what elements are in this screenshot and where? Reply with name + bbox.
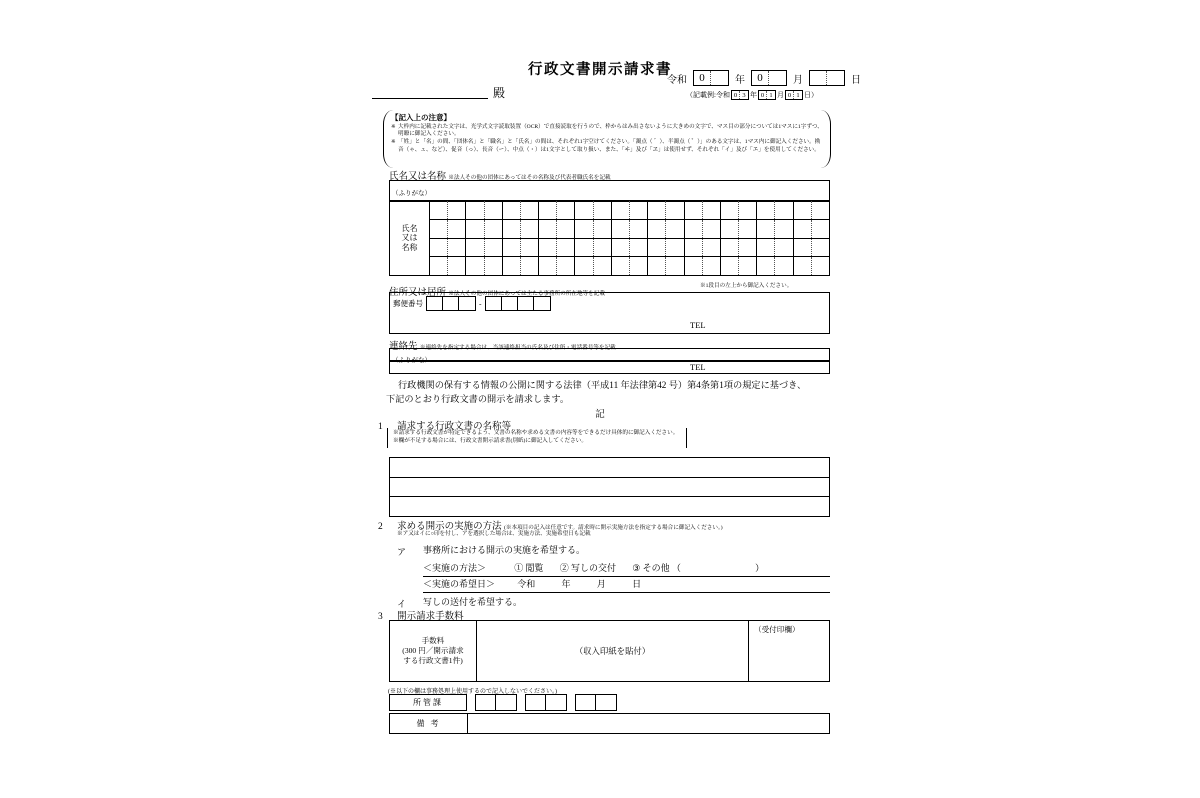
statute-line-1: 行政機関の保有する情報の公開に関する法律（平成11 年法律第42 号）第4条第1項の規定に基づき、 <box>398 380 807 390</box>
name-grid-pair[interactable] <box>648 239 684 257</box>
name-grid-cell[interactable] <box>448 220 465 238</box>
name-grid-cell[interactable] <box>812 201 829 219</box>
name-grid-cell[interactable] <box>594 220 611 238</box>
name-grid-cell[interactable] <box>466 201 484 219</box>
example-month-digit-1: 0 <box>759 91 767 99</box>
name-grid-cell[interactable] <box>430 257 448 275</box>
receipt-seal-area <box>749 621 829 681</box>
notice-item <box>391 139 824 154</box>
document-name-box[interactable] <box>389 457 830 517</box>
department-cell <box>496 695 516 710</box>
name-grid-cell[interactable] <box>812 257 829 275</box>
name-grid-cell[interactable] <box>794 239 812 257</box>
name-grid-cell[interactable] <box>630 257 647 275</box>
name-grid-pair[interactable] <box>503 201 539 219</box>
name-grid-cell[interactable] <box>666 220 683 238</box>
department-cell <box>476 695 496 710</box>
postal-cell <box>459 297 475 310</box>
section2-title: 求める開示の実施の方法 <box>397 522 502 532</box>
example-month-digit-2: 1 <box>769 92 773 99</box>
name-grid-cell[interactable] <box>539 201 557 219</box>
name-grid-cell[interactable] <box>794 257 812 275</box>
name-grid-pair[interactable] <box>648 257 684 275</box>
postal-cell <box>427 297 443 310</box>
name-grid-pair[interactable] <box>575 257 611 275</box>
name-grid-pair[interactable] <box>794 239 829 257</box>
department-cell <box>596 695 616 710</box>
contact-tel-label: TEL <box>690 362 706 372</box>
contact-furigana-label: （ふりがな） <box>392 357 431 364</box>
example-month-boxes <box>758 90 776 100</box>
contact-furigana-field[interactable] <box>389 348 830 364</box>
name-grid-pair[interactable] <box>466 257 502 275</box>
section2-number: 2 <box>378 522 383 532</box>
name-grid-cell[interactable] <box>466 239 484 257</box>
postal-cell <box>486 297 502 310</box>
document-name-row[interactable] <box>390 458 829 478</box>
option-a-line[interactable] <box>397 543 830 558</box>
postal-cell <box>502 297 518 310</box>
notice-mark: ※ <box>391 124 396 130</box>
page-title: 行政文書開示請求書 <box>528 62 672 78</box>
name-grid-cell[interactable] <box>721 201 739 219</box>
name-grid-cell[interactable] <box>430 201 448 219</box>
address-tel-label: TEL <box>690 320 706 330</box>
revenue-stamp-label: （収入印紙を貼付） <box>574 647 651 656</box>
contact-label-note: ※連絡先を指定する場合は、当該連絡担当の氏名及び住所・電話番号等を記載 <box>419 345 616 351</box>
desired-date-era: 令和 <box>517 579 536 589</box>
contact-field[interactable] <box>389 361 830 374</box>
name-grid-cell[interactable] <box>648 220 666 238</box>
statute-line-2: 下記のとおり行政文書の開示を請求します。 <box>386 394 570 405</box>
name-grid-cell[interactable] <box>685 201 703 219</box>
name-grid-pair[interactable] <box>612 201 648 219</box>
receipt-seal-label: （受付印欄） <box>754 625 800 634</box>
name-grid-cell[interactable] <box>466 257 484 275</box>
name-grid-cell[interactable] <box>539 220 557 238</box>
desired-date-year: 年 <box>561 579 571 589</box>
name-grid-cell[interactable] <box>775 257 792 275</box>
name-grid-cell[interactable] <box>721 239 739 257</box>
section3-title: 開示請求手数料 <box>397 612 464 622</box>
option-b-text: 写しの送付を希望する。 <box>423 597 523 607</box>
document-name-row[interactable] <box>390 478 829 498</box>
name-grid-pair[interactable] <box>612 257 648 275</box>
address-label-note: ※法人その他の団体にあっては主たる事務所の所在地等を記載 <box>448 291 605 297</box>
example-year-label: 年 <box>749 91 757 99</box>
name-grid-cell[interactable] <box>703 201 720 219</box>
postal-cell <box>518 297 534 310</box>
name-grid-cell[interactable] <box>666 239 683 257</box>
name-grid-pair[interactable] <box>539 220 575 238</box>
name-grid-cell[interactable] <box>485 201 502 219</box>
name-furigana-label: （ふりがな） <box>392 190 431 197</box>
name-grid-cell[interactable] <box>757 220 775 238</box>
name-grid-header <box>390 201 430 275</box>
fee-label-line-1: 手数料 <box>421 635 445 645</box>
name-grid-row[interactable] <box>430 239 829 258</box>
name-grid-pair[interactable] <box>503 239 539 257</box>
name-grid-row[interactable] <box>430 257 829 275</box>
name-grid-cell[interactable] <box>612 201 630 219</box>
name-grid-pair[interactable] <box>757 257 793 275</box>
name-grid-cell[interactable] <box>775 239 792 257</box>
notice-title: 【記入上の注意】 <box>391 113 451 122</box>
department-code-group[interactable] <box>525 694 567 711</box>
section2-title-note: (※本項目の記入は任意です。請求時に開示実施方法を指定する場合に御記入ください。) <box>504 525 723 531</box>
name-grid-cell[interactable] <box>539 257 557 275</box>
contact-label-text: 連絡先 <box>389 342 418 352</box>
postal-code-group[interactable] <box>393 296 551 311</box>
addressee-input[interactable] <box>372 84 488 99</box>
postal-first-boxes[interactable] <box>426 296 476 311</box>
name-grid-cell[interactable] <box>575 201 593 219</box>
name-grid-pair[interactable] <box>539 201 575 219</box>
name-grid-cell[interactable] <box>503 257 521 275</box>
name-grid-cell[interactable] <box>448 201 465 219</box>
name-grid-pair[interactable] <box>575 239 611 257</box>
desired-date-label: ＜実施の希望日＞ <box>423 579 496 589</box>
name-grid-cell[interactable] <box>575 239 593 257</box>
name-fill-hint: ※1段目の左上から御記入ください。 <box>700 283 793 289</box>
method-option-3[interactable]: ③ その他 （ <box>632 563 681 573</box>
name-grid-cell[interactable] <box>812 220 829 238</box>
name-grid-header-line: 又は <box>401 233 418 243</box>
name-grid-row[interactable] <box>430 201 829 220</box>
section1-note: ※欄が不足する場合には、行政文書開示請求書(別紙)に御記入してください。 <box>393 438 587 445</box>
date-header <box>663 70 865 86</box>
section1-note: ※請求する行政文書が特定できるよう、文書の名称や求める文書の内容等をできるだけ具体的に御記入ください。 <box>393 430 679 436</box>
example-year-boxes <box>731 90 749 100</box>
fee-label-cell <box>390 621 477 681</box>
name-label-text: 氏名又は名称 <box>389 172 447 182</box>
section1-notes <box>387 428 687 448</box>
desired-date-month: 月 <box>596 579 606 589</box>
name-grid-cell[interactable] <box>703 257 720 275</box>
name-grid-pair[interactable] <box>721 257 757 275</box>
notice-text: 「姓」と「名」の間、「団体名」と「職名」と「氏名」の間は、それぞれ1字空けてください。「濁点（ ゛）、半濁点（ ゜）」のある文字は、1マス内に御記入ください。拗音（ゃ、ュ、など）、促音（っ）、長音（ー）、中点（・）は1文字として取り扱い、また、「ヰ」及び「ヱ」は使用せず、それぞれ「イ」及び「エ」を使用してください。 <box>398 139 821 153</box>
name-grid-cell[interactable] <box>448 239 465 257</box>
name-grid-cell[interactable] <box>648 257 666 275</box>
name-grid-cell[interactable] <box>557 220 574 238</box>
name-grid-cell[interactable] <box>503 220 521 238</box>
name-grid-pair[interactable] <box>612 220 648 238</box>
name-grid-pair[interactable] <box>575 220 611 238</box>
name-grid-cell[interactable] <box>557 201 574 219</box>
address-label-text: 住所又は居所 <box>389 288 447 298</box>
date-example <box>686 90 818 100</box>
name-grid-cell[interactable] <box>721 220 739 238</box>
name-grid-cell[interactable] <box>794 201 812 219</box>
desired-date-day: 日 <box>632 579 642 589</box>
postal-cell <box>443 297 459 310</box>
example-day-digit-2: 1 <box>796 92 800 99</box>
remarks-label: 備 考 <box>390 714 468 733</box>
name-grid-cell[interactable] <box>485 257 502 275</box>
name-grid-pair[interactable] <box>430 201 466 219</box>
name-grid[interactable] <box>389 200 830 276</box>
name-grid-pair[interactable] <box>685 201 721 219</box>
name-grid-cell[interactable] <box>594 239 611 257</box>
name-grid-cell[interactable] <box>685 257 703 275</box>
name-grid-cell[interactable] <box>648 201 666 219</box>
name-grid-pair[interactable] <box>466 220 502 238</box>
disclosure-method-block <box>397 543 830 610</box>
name-grid-cell[interactable] <box>739 239 756 257</box>
name-grid-cell[interactable] <box>521 239 538 257</box>
name-grid-cell[interactable] <box>448 257 465 275</box>
example-day-label: 日） <box>803 91 818 99</box>
name-grid-pair[interactable] <box>430 257 466 275</box>
example-year-digit-1: 0 <box>732 91 740 99</box>
day-label: 日 <box>851 74 861 86</box>
admin-note: (※以下の欄は事務処理上使用するので記入しないでください。) <box>388 689 557 695</box>
name-grid-row[interactable] <box>430 220 829 239</box>
name-grid-cell[interactable] <box>575 257 593 275</box>
name-grid-pair[interactable] <box>539 257 575 275</box>
department-row <box>389 694 617 711</box>
name-grid-pair[interactable] <box>648 201 684 219</box>
department-cell <box>526 695 546 710</box>
name-grid-cell[interactable] <box>612 239 630 257</box>
postal-second-boxes[interactable] <box>485 296 551 311</box>
method-option-1[interactable]: ① 閲覧 <box>514 563 544 573</box>
month-digit-1: 0 <box>752 71 769 85</box>
name-grid-cell[interactable] <box>521 201 538 219</box>
notice-text: 大枠内に記載された文字は、光学式文字読取装置（OCR）で直接読取を行うので、枠からはみ出さないように大きめの文字で、マス目の部分については1マスに1字ずつ、明瞭に御記入ください。 <box>398 124 823 138</box>
name-grid-cell[interactable] <box>630 220 647 238</box>
addressee-suffix: 殿 <box>493 86 506 100</box>
revenue-stamp-area[interactable] <box>477 621 749 681</box>
day-input-boxes[interactable] <box>809 70 845 86</box>
department-code-group[interactable] <box>475 694 517 711</box>
name-grid-cell[interactable] <box>666 201 683 219</box>
example-day-digit-1: 0 <box>786 91 794 99</box>
method-label: ＜実施の方法＞ <box>423 563 487 573</box>
name-grid-cell[interactable] <box>703 239 720 257</box>
fee-label-line-2: (300 円／開示請求 <box>402 645 464 655</box>
fee-table <box>389 620 830 682</box>
example-day-boxes <box>785 90 803 100</box>
name-grid-pair[interactable] <box>685 220 721 238</box>
name-grid-header-line: 氏名 <box>401 223 418 233</box>
name-grid-cell[interactable] <box>757 239 775 257</box>
name-grid-cell[interactable] <box>685 220 703 238</box>
name-grid-pair[interactable] <box>721 220 757 238</box>
remarks-row <box>389 713 830 734</box>
desired-date-line[interactable] <box>397 577 830 593</box>
name-grid-cell[interactable] <box>775 201 792 219</box>
year-digit-1: 0 <box>694 71 711 85</box>
name-grid-cells[interactable] <box>430 201 829 275</box>
postal-cell <box>534 297 550 310</box>
name-grid-cell[interactable] <box>739 257 756 275</box>
department-cell <box>576 695 596 710</box>
department-code-group[interactable] <box>575 694 617 711</box>
example-year-digit-2: 3 <box>742 92 746 99</box>
postal-label: 郵便番号 <box>393 299 423 308</box>
name-grid-cell[interactable] <box>794 220 812 238</box>
name-grid-cell[interactable] <box>557 239 574 257</box>
name-grid-cell[interactable] <box>685 239 703 257</box>
name-grid-cell[interactable] <box>757 257 775 275</box>
name-grid-cell[interactable] <box>594 201 611 219</box>
section1-title: 請求する行政文書の名称等 <box>397 422 512 432</box>
name-grid-pair[interactable] <box>721 239 757 257</box>
name-grid-pair[interactable] <box>503 220 539 238</box>
name-grid-cell[interactable] <box>812 239 829 257</box>
name-grid-cell[interactable] <box>575 220 593 238</box>
ki-marker: 記 <box>595 410 605 420</box>
notice-mark: ※ <box>391 139 396 146</box>
fee-label-line-3: する行政文書1件) <box>403 656 463 666</box>
example-month-label: 月 <box>776 91 784 99</box>
name-grid-pair[interactable] <box>794 201 829 219</box>
year-input-boxes[interactable] <box>693 70 729 86</box>
month-label: 月 <box>793 74 803 86</box>
option-a-mark[interactable]: ア <box>397 547 407 557</box>
section1-number: 1 <box>378 422 383 432</box>
name-grid-cell[interactable] <box>466 220 484 238</box>
option-b-mark[interactable]: イ <box>397 599 407 609</box>
name-grid-cell[interactable] <box>757 201 775 219</box>
name-grid-cell[interactable] <box>703 220 720 238</box>
name-grid-pair[interactable] <box>721 201 757 219</box>
name-grid-cell[interactable] <box>503 201 521 219</box>
option-a-text: 事務所における開示の実施を希望する。 <box>423 545 586 555</box>
name-grid-pair[interactable] <box>794 257 829 275</box>
document-name-row[interactable] <box>390 497 829 516</box>
postal-separator: - <box>479 299 482 308</box>
method-option-2[interactable]: ② 写しの交付 <box>559 563 617 573</box>
remarks-field[interactable] <box>468 714 829 733</box>
name-grid-cell[interactable] <box>430 239 448 257</box>
name-grid-cell[interactable] <box>521 257 538 275</box>
name-grid-cell[interactable] <box>630 239 647 257</box>
name-grid-cell[interactable] <box>485 239 502 257</box>
name-grid-pair[interactable] <box>685 239 721 257</box>
name-grid-header-line: 名称 <box>401 242 418 252</box>
day-digit-1 <box>810 71 827 85</box>
name-grid-cell[interactable] <box>648 239 666 257</box>
method-line[interactable] <box>397 561 830 577</box>
month-digit-2 <box>769 71 786 85</box>
name-grid-cell[interactable] <box>503 239 521 257</box>
name-grid-pair[interactable] <box>757 201 793 219</box>
name-grid-pair[interactable] <box>466 201 502 219</box>
statute-text <box>386 378 831 407</box>
name-label-note: ※法人その他の団体にあってはその名称及び代表者職氏名を記載 <box>448 175 611 181</box>
name-grid-cell[interactable] <box>612 257 630 275</box>
name-grid-pair[interactable] <box>430 220 466 238</box>
name-grid-pair[interactable] <box>794 220 829 238</box>
name-grid-cell[interactable] <box>721 257 739 275</box>
notice-box <box>383 110 831 168</box>
method-options[interactable] <box>423 561 830 577</box>
name-grid-cell[interactable] <box>739 201 756 219</box>
section3-number: 3 <box>378 612 383 622</box>
name-grid-pair[interactable] <box>466 239 502 257</box>
name-grid-pair[interactable] <box>757 239 793 257</box>
method-option-3-close: ） <box>755 563 765 573</box>
name-grid-cell[interactable] <box>521 220 538 238</box>
name-grid-pair[interactable] <box>685 257 721 275</box>
name-grid-pair[interactable] <box>757 220 793 238</box>
name-grid-cell[interactable] <box>630 201 647 219</box>
name-grid-cell[interactable] <box>775 220 792 238</box>
desired-date-fields[interactable] <box>423 577 830 593</box>
name-grid-cell[interactable] <box>539 239 557 257</box>
department-cell <box>546 695 566 710</box>
month-input-boxes[interactable] <box>751 70 787 86</box>
name-grid-cell[interactable] <box>557 257 574 275</box>
name-grid-cell[interactable] <box>739 220 756 238</box>
name-grid-cell[interactable] <box>430 220 448 238</box>
name-grid-pair[interactable] <box>612 239 648 257</box>
name-grid-pair[interactable] <box>430 239 466 257</box>
addressee-line <box>372 84 505 99</box>
name-grid-cell[interactable] <box>612 220 630 238</box>
day-digit-2 <box>827 71 844 85</box>
name-grid-cell[interactable] <box>666 257 683 275</box>
section2-sub-note: ※ア又はイに○印を付し、アを選択した場合は、実施方法、実施希望日も記載 <box>397 531 591 537</box>
name-grid-pair[interactable] <box>503 257 539 275</box>
name-grid-pair[interactable] <box>539 239 575 257</box>
name-furigana-field[interactable] <box>389 180 830 202</box>
name-grid-cell[interactable] <box>594 257 611 275</box>
name-grid-cell[interactable] <box>485 220 502 238</box>
year-digit-2 <box>711 71 728 85</box>
name-grid-pair[interactable] <box>648 220 684 238</box>
department-label: 所管課 <box>389 694 467 711</box>
year-label: 年 <box>735 74 745 86</box>
name-grid-pair[interactable] <box>575 201 611 219</box>
notice-item <box>391 124 824 139</box>
example-prefix: （記載例:令和 <box>686 91 730 99</box>
era-label: 令和 <box>667 74 687 86</box>
